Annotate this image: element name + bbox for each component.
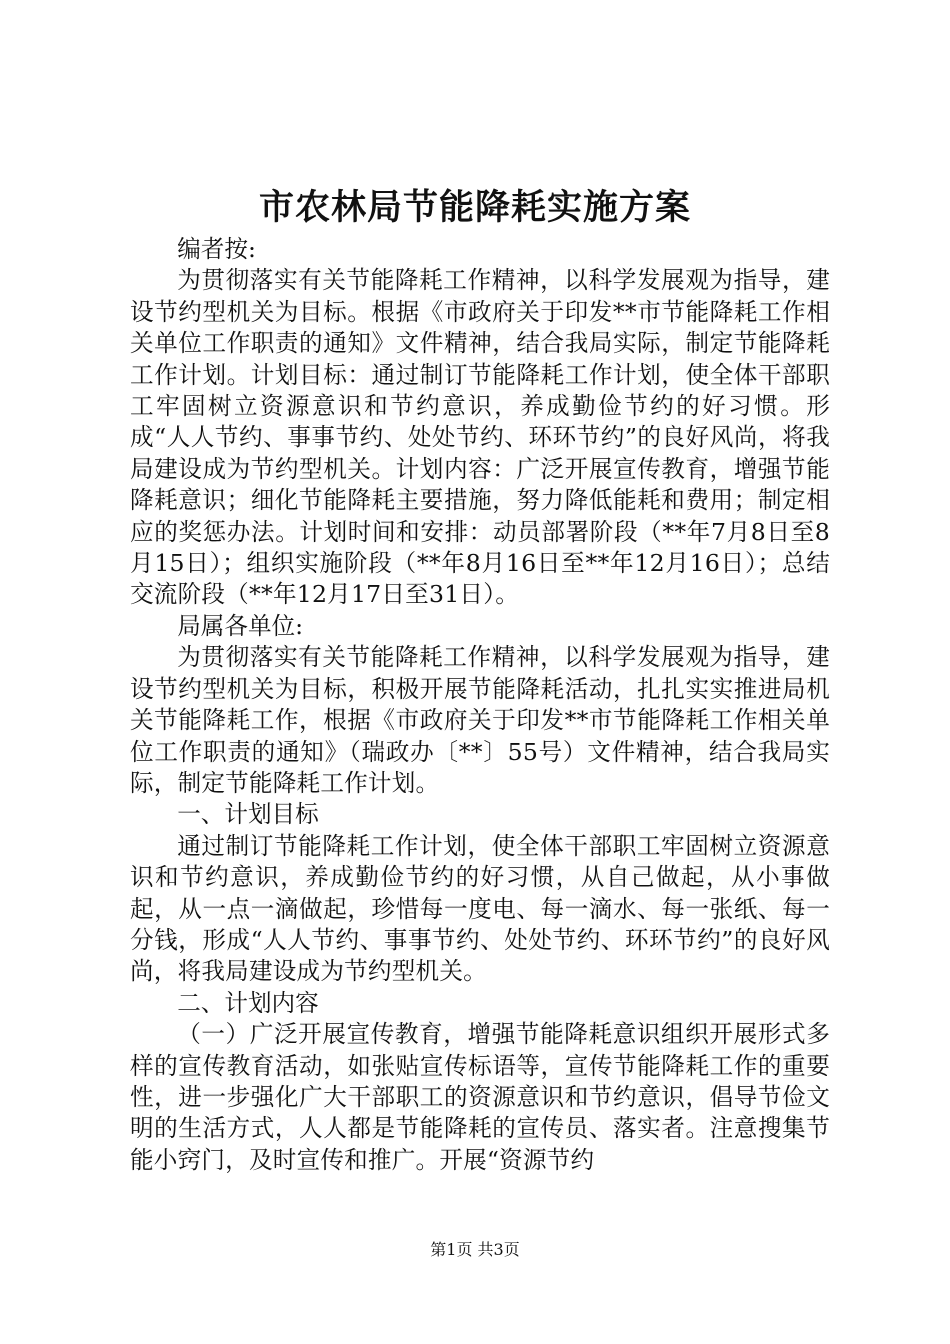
editor-note-label: 编者按: — [177, 235, 256, 263]
section-heading-plan-content: 二、计划内容 — [177, 988, 319, 1017]
page-footer: 第1页 共3页 — [430, 1240, 520, 1259]
section-heading-plan-goal: 一、计划目标 — [177, 800, 319, 829]
plan-content-paragraph: （一）广泛开展宣传教育，增强节能降耗意识组织开展形式多样的宣传教育活动，如张贴宣传标语等，宣传节能降耗工作的重要性，进一步强化广大干部职工的资源意识和节约意识，倡导节俭文明的生活方式，人人都是节能降耗的宣传员、落实者。注意搜集节能小窍门，及时宣传和推广。开展“资源节约 — [130, 1020, 830, 1174]
plan-goal-paragraph: 通过制订节能降耗工作计划，使全体干部职工牢固树立资源意识和节约意识，养成勤俭节约的好习惯，从自己做起，从小事做起，从一点一滴做起，珍惜每一度电、每一滴水、每一张纸、每一分钱，形成“人人节约、事事节约、处处节约、环环节约”的良好风尚，将我局建设成为节约型机关。 — [130, 831, 830, 986]
document-title: 市农林局节能降耗实施方案 — [258, 187, 691, 228]
document-body — [130, 234, 830, 1176]
salutation: 局属各单位: — [177, 611, 304, 640]
intro-paragraph: 为贯彻落实有关节能降耗工作精神，以科学发展观为指导，建设节约型机关为目标，积极开展节能降耗活动，扎扎实实推进局机关节能降耗工作，根据《市政府关于印发**市节能降耗工作相关单位工作职责的通知》（瑞政办〔**〕55号）文件精神，结合我局实际，制定节能降耗工作计划。 — [130, 643, 830, 797]
editor-note-paragraph: 为贯彻落实有关节能降耗工作精神，以科学发展观为指导，建设节约型机关为目标。根据《市政府关于印发**市节能降耗工作相关单位工作职责的通知》文件精神，结合我局实际，制定节能降耗工作计划。计划目标：通过制订节能降耗工作计划，使全体干部职工牢固树立资源意识和节约意识，养成勤俭节约的好习惯。形成“人人节约、事事节约、处处节约、环环节约”的良好风尚，将我局建设成为节约型机关。计划内容：广泛开展宣传教育，增强节能降耗意识；细化节能降耗主要措施，努力降低能耗和费用；制定相应的奖惩办法。计划时间和安排：动员部署阶段（**年7月8日至8月15日）；组织实施阶段（**年8月16日至**年12月16日）；总结交流阶段（**年12月17日至31日）。 — [130, 266, 830, 609]
